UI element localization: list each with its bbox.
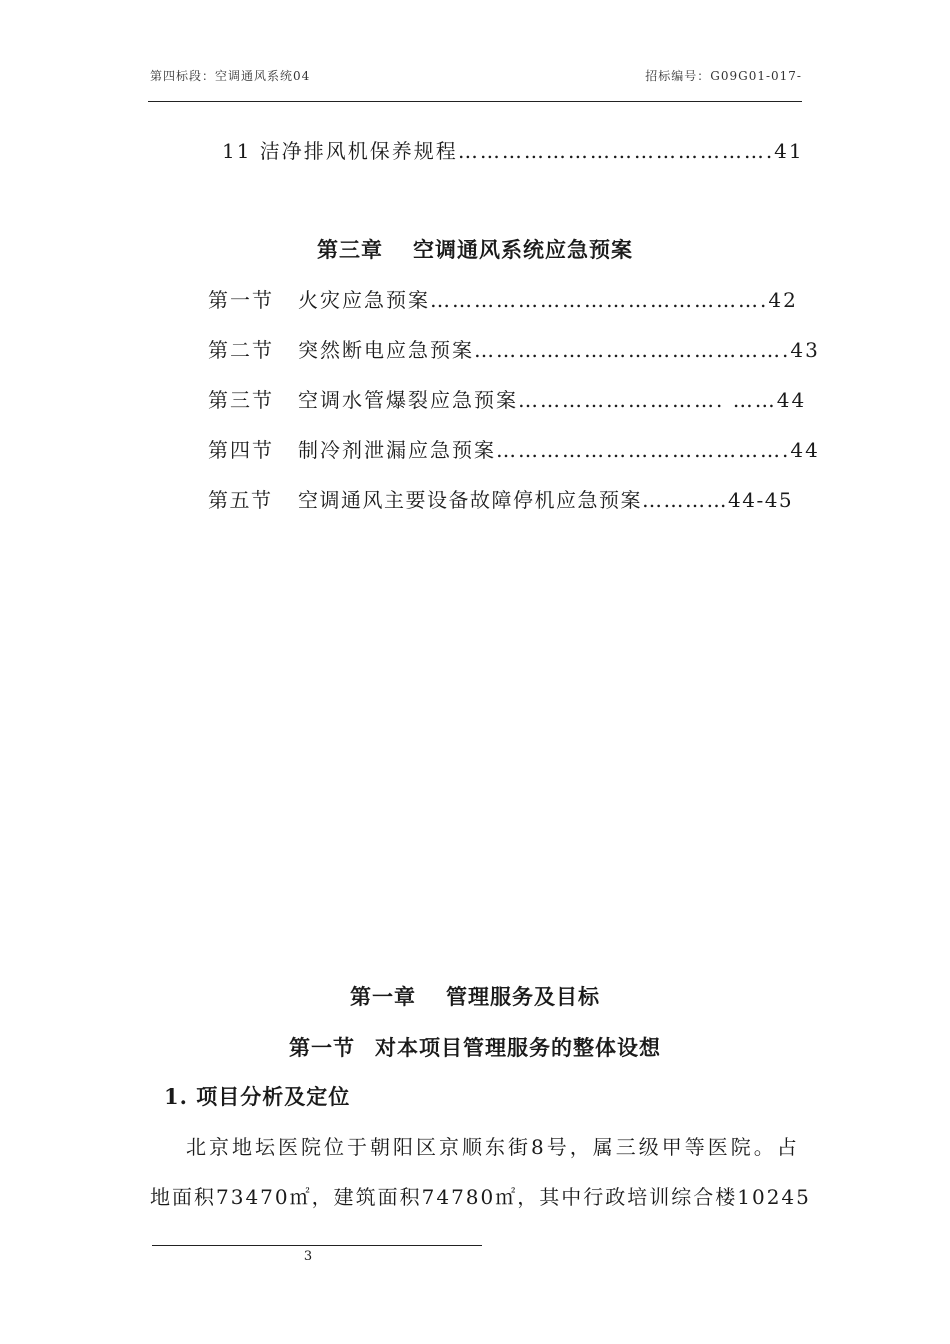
- footer-rule: [152, 1245, 482, 1246]
- chapter-1-number: 第一章: [350, 984, 416, 1009]
- toc-item-page: 43: [790, 338, 820, 362]
- body-paragraph-line-1: 北京地坛医院位于朝阳区京顺东街8号，属三级甲等医院。占: [186, 1135, 800, 1159]
- sub-heading-project-analysis: 1. 项目分析及定位: [164, 1084, 351, 1109]
- chapter-1-title: 管理服务及目标: [446, 984, 600, 1009]
- toc-item-page: 44: [790, 438, 820, 462]
- toc-item-leader: ………………………. ……: [518, 388, 777, 412]
- toc-entry-leader: …………………………………….: [457, 139, 775, 163]
- toc-item-page: 42: [768, 288, 798, 312]
- toc-item-page: 44-45: [728, 488, 794, 512]
- header-right-text: 招标编号：G09G01-017-: [645, 69, 802, 83]
- toc-item-section: 第二节: [208, 338, 274, 362]
- chapter-3-title: 空调通风系统应急预案: [413, 237, 633, 262]
- section-1-heading: [0, 1034, 950, 1062]
- section-1-title: 对本项目管理服务的整体设想: [375, 1035, 661, 1060]
- toc-item-section: 第三节: [208, 388, 274, 412]
- toc-item: [208, 386, 806, 414]
- toc-entry-page: 41: [774, 139, 804, 163]
- toc-item-section: 第一节: [208, 288, 274, 312]
- toc-item-page: 44: [776, 388, 807, 412]
- toc-item: [208, 286, 798, 314]
- toc-entry-11: [222, 137, 804, 165]
- chapter-3-heading: [0, 236, 950, 264]
- chapter-3-number: 第三章: [317, 237, 383, 262]
- toc-item: [208, 486, 793, 514]
- toc-item-leader: …………: [642, 488, 728, 512]
- chapter-1-heading: [0, 983, 950, 1011]
- toc-item-section: 第四节: [208, 438, 274, 462]
- toc-item: [208, 336, 820, 364]
- toc-item: [208, 436, 820, 464]
- toc-item-leader: ……………………………………….: [430, 288, 769, 312]
- toc-item-leader: …………………………………….: [474, 338, 791, 362]
- toc-entry-title: 11 洁净排风机保养规程: [222, 139, 458, 163]
- toc-item-title: 空调水管爆裂应急预案: [298, 388, 518, 412]
- toc-item-title: 空调通风主要设备故障停机应急预案: [298, 488, 642, 512]
- toc-item-section: 第五节: [208, 488, 273, 512]
- body-paragraph-line-2: 地面积73470㎡，建筑面积74780㎡，其中行政培训综合楼10245: [150, 1185, 811, 1209]
- toc-item-title: 火灾应急预案: [298, 288, 430, 312]
- toc-item-title: 制冷剂泄漏应急预案: [298, 438, 496, 462]
- toc-item-leader: ………………………………….: [496, 438, 791, 462]
- page-number: 3: [303, 1249, 313, 1264]
- toc-item-title: 突然断电应急预案: [298, 338, 474, 362]
- header-rule: [148, 101, 802, 102]
- header-left-text: 第四标段：空调通风系统04: [150, 69, 311, 83]
- section-1-number: 第一节: [289, 1035, 355, 1060]
